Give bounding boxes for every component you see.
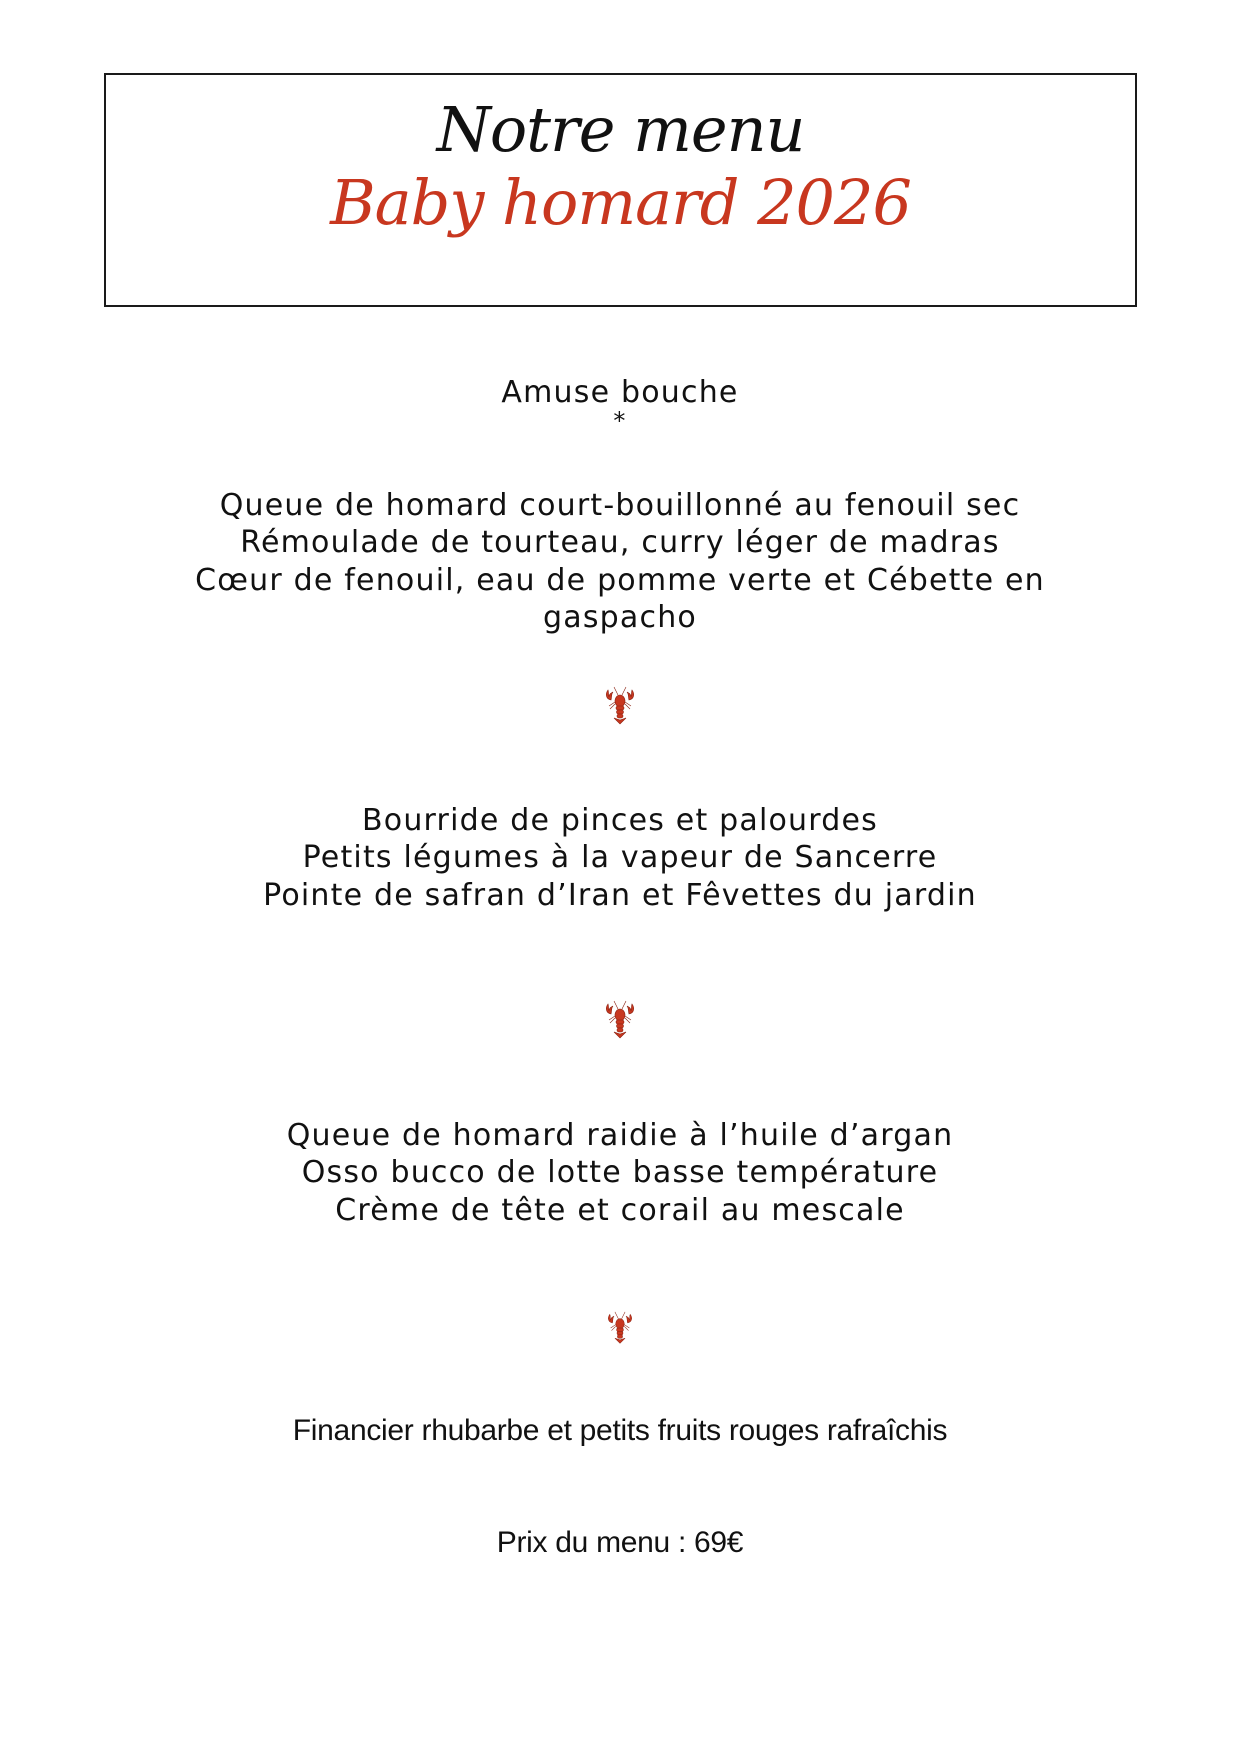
menu-title-box (104, 73, 1137, 307)
course-2-line-1: Bourride de pinces et palourdes (361, 803, 879, 838)
course-1-line-4: gaspacho (543, 600, 697, 635)
menu-title: Notre menu (436, 93, 805, 166)
course-1-line-1: Queue de homard court-bouillonné au fenouil sec (219, 488, 1021, 523)
course-3-line-3: Crème de tête et corail au mescale (335, 1193, 905, 1228)
course-2-line-3: Pointe de safran d’Iran et Fêvettes du jardin (263, 878, 977, 913)
course-3-line-1: Queue de homard raidie à l’huile d’argan (286, 1118, 954, 1153)
dessert-line: Financier rhubarbe et petits fruits rouges rafraîchis (292, 1414, 948, 1447)
course-1-line-2: Rémoulade de tourteau, curry léger de madras (240, 525, 1000, 560)
lobster-icon (603, 1000, 637, 1040)
lobster-icon (605, 1311, 635, 1345)
course-1-line-3: Cœur de fenouil, eau de pomme verte et Cébette en (195, 563, 1045, 598)
course-3-line-2: Osso bucco de lotte basse température (301, 1155, 939, 1190)
amuse-bouche-star: * (613, 407, 627, 435)
separator-2 (0, 1000, 1240, 1045)
separator-1 (0, 686, 1240, 731)
menu-subtitle: Baby homard 2026 (330, 166, 911, 239)
menu-price: Prix du menu : 69€ (496, 1526, 744, 1559)
separator-3 (0, 1311, 1240, 1350)
lobster-icon (603, 686, 637, 726)
course-2-line-2: Petits légumes à la vapeur de Sancerre (302, 840, 938, 875)
amuse-bouche-label: Amuse bouche (501, 375, 739, 410)
